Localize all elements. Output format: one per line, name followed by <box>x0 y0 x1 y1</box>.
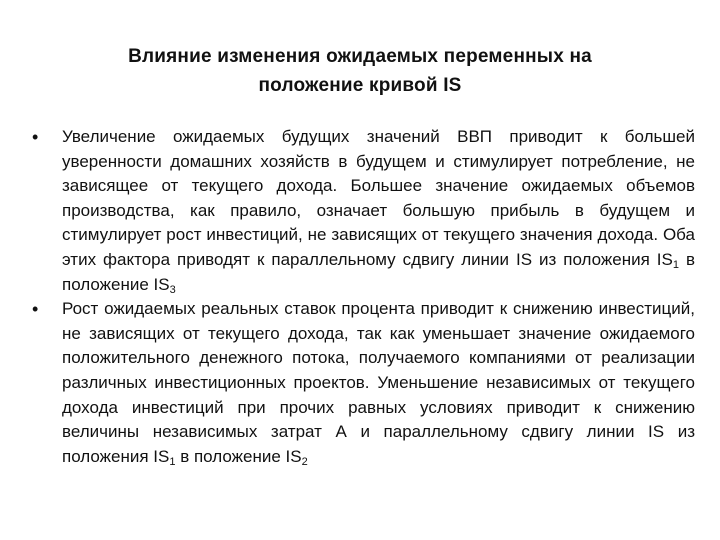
bullet-body: Увеличение ожидаемых будущих значений ВВП приводит к большей уверенности домашних хозяйств в будущем и стимулирует потребление, не зависящее от текущего дохода. Большее значение ожидаемых объемов производства, как правило, означает большую прибыль в будущем и стимулирует рост инвестиций, не зависящих от текущего значения дохода. Оба этих фактора приводят к параллельному сдвигу линии IS из положения IS <box>62 127 695 269</box>
bullet-item <box>32 297 695 469</box>
bullet-body-mid: в положение IS <box>62 249 695 294</box>
slide-title <box>40 42 680 100</box>
bullet-body: Рост ожидаемых реальных ставок процента приводит к снижению инвестиций, не зависящих от текущего дохода, так как уменьшает значение ожидаемого положительного денежного потока, получаемого компаниями от реализации различных инвестиционных проектов. Уменьшение независимых от текущего дохода инвестиций при прочих равных условиях приводит к снижению величины независимых затрат А и параллельному сдвигу линии IS из положения IS <box>62 299 695 466</box>
bullet-body-mid: в положение IS <box>175 446 302 466</box>
subscript: 3 <box>169 283 176 296</box>
title-line-1: Влияние изменения ожидаемых переменных на <box>128 46 592 67</box>
title-line-2: положение кривой IS <box>258 75 462 96</box>
subscript: 1 <box>672 258 679 271</box>
subscript: 2 <box>301 455 308 468</box>
bullet-list <box>32 125 695 469</box>
bullet-text <box>62 297 695 469</box>
bullet-marker: • <box>32 127 39 147</box>
bullet-item <box>32 125 695 297</box>
bullet-text <box>62 125 695 297</box>
bullet-marker: • <box>32 299 39 320</box>
subscript: 1 <box>169 455 176 468</box>
